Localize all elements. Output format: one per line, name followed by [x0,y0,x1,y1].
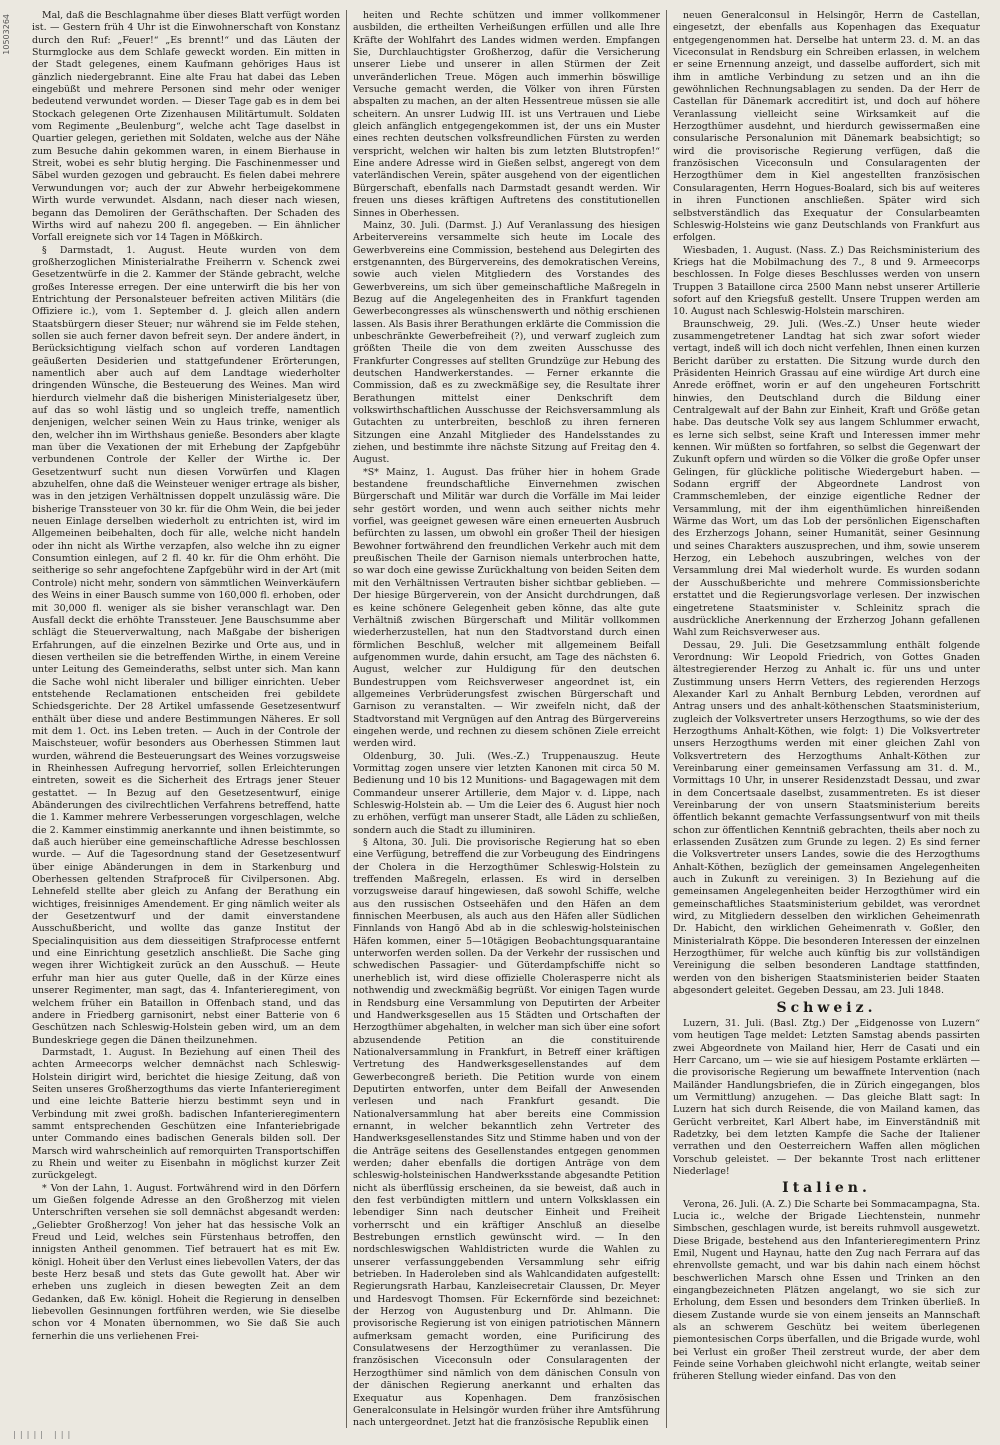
article-paragraph: neuen Generalconsul in Helsingör, Herrn de Castellan, eingesetzt, der ebenfalls aus Kopenhagen das Exequatur entgegengenommen hat. Derselbe hat unterm 23. d. M. an das Viceconsulat in Rendsburg ein Schreiben erlassen, in welchem er seine Ernennung anzeigt, und dasselbe auffordert, sich mit ihm in amtliche Verbindung zu setzen und an ihn die gewöhnlichen Rechnungsablagen zu senden. Da der Herr de Castellan für Dänemark accreditirt ist, und doch auf höhere Veranlassung vielleicht seine Wirksamkeit auf die Herzogthümer ausdehnt, und hierdurch gewissermaßen eine consularische Personalunion mit Dänemark beabsichtigt; so wird die provisorische Regierung verfügen, daß die französischen Viceconsuln und Consularagenten der Herzogthümer dem in Kiel angestellten französischen Consularagenten, Herrn Hogues-Boalard, sich bis auf weiteres in ihren Functionen anschließen. Später wird sich selbstverständlich das Exequatur der Consularbeamten Schleswig-Holsteins wie ganz Deutschlands von Frankfurt aus erfolgen. [673,10,980,244]
article-paragraph: Wiesbaden, 1. August. (Nass. Z.) Das Reichsministerium des Kriegs hat die Mobilmachung des 7., 8 und 9. Armeecorps beschlossen. In Folge dieses Beschlusses werden von unsern Truppen 3 Bataillone circa 2500 Mann nebst unserer Artillerie sofort auf den Kriegsfuß gestellt. Unsere Truppen werden am 10. August nach Schleswig-Holstein marschiren. [673,244,980,318]
article-paragraph: Mal, daß die Beschlagnahme über dieses Blatt verfügt worden ist. — Gestern früh 4 Uhr ist die Einwohnerschaft von Konstanz durch den Ruf: „Feuer!“ „Es brennt!“ und das Läuten der Sturmglocke aus dem Schlafe geweckt worden. Ein mitten in der Stadt gelegenes, einem Kaufmann gehöriges Haus ist gänzlich niedergebrannt. Eine alte Frau hat dabei das Leben eingebüßt und mehrere Personen sind mehr oder weniger bedeutend verwundet worden. — Dieser Tage gab es in dem bei Stockach gelegenen Orte Zizenhausen Militärtumult. Soldaten vom Regimente „Beulenburg“, welche acht Tage daselbst in Quartier gelegen, geriethen mit Soldaten, welche aus der Nähe zum Besuche dahin gekommen waren, in einem Bierhause in Streit, wobei es sehr blutig herging. Die Faschinenmesser und Säbel wurden gezogen und gebraucht. Es fielen dabei mehrere Verwundungen vor; auch der zur Abwehr herbeigekommene Wirth wurde verwundet. Alsdann, nach dieser nach wiesen, begann das Demoliren der Geräthschaften. Der Schaden des Wirths wird auf nahezu 200 fl. angegeben. — Ein ähnlicher Vorfall ereignete sich vor 14 Tagen in Mößkirch. [32,10,340,244]
article-paragraph: *S* Mainz, 1. August. Das früher hier in hohem Grade bestandene freundschaftliche Einvernehmen zwischen Bürgerschaft und Militär war durch die Vorfälle im Mai leider sehr gestört worden, und wenn auch seither nichts mehr vorfiel, was geeignet gewesen wäre einen erneuerten Ausbruch befürchten zu lassen, um obwohl ein großer Theil der hiesigen Bewohner fortwährend den freundlichen Verkehr auch mit dem preußischen Theile der Garnison niemals unterbrochen hatte, so war doch eine gewisse Zurückhaltung von beiden Seiten dem mit den Verhältnissen Vertrauten bisher sichtbar geblieben. — Der hiesige Bürgerverein, von der Ansicht durchdrungen, daß es keine schönere Gelegenheit geben könne, das alte gute Verhältniß zwischen Bürgerschaft und Militär vollkommen wiederherzustellen, hat nun den Stadtvorstand durch einen förmlichen Beschluß, welcher mit allgemeinem Beifall aufgenommen wurde, dahin ersucht, am Tage des nächsten 6. August, welcher zur Huldigung für den deutschen Bundestruppen vom Reichsverweser angeordnet ist, ein allgemeines Verbrüderungsfest zwischen Bürgerschaft und Garnison zu veranstalten. — Wir zweifeln nicht, daß der Stadtvorstand mit Vergnügen auf den Antrag des Bürgervereins eingehen werde, und rechnen zu diesem schönen Ziele erreicht werden wird. [353,466,660,750]
column-3-italien-articles [673,1199,980,1384]
article-paragraph: Braunschweig, 29. Juli. (Wes.-Z.) Unser heute wieder zusammengetretener Landtag hat sich zwar sofort wieder vertagt, indeß will ich doch nicht verfehlen, Ihnen einen kurzen Bericht darüber zu erstatten. Die Sitzung wurde durch den Präsidenten Heinrich Grassau auf eine würdige Art durch eine Anrede eröffnet, worin er auf den ungeheuren Fortschritt hinwies, den Deutschland durch die Bildung einer Centralgewalt auf der Bahn zur Einheit, Kraft und Größe getan habe. Das deutsche Volk sey aus langem Schlummer erwacht, es lerne sich selbst, seine Kraft und Interessen immer mehr kennen. Wir müßten so fortfahren, so selbst die Gegenwart der Zukunft opfern und würden so die Völker die große Opfer unser Gelingen, für glückliche politische Wiedergeburt haben. — Sodann ergriff der Abgeordnete Landrost von Crammschemleben, der einzige eigentliche Redner der Versammlung, mit der ihm eigenthümlichen hinreißenden Wärme das Wort, um das Lob der persönlichen Eigenschaften des Erzherzogs Johann, seiner Humanität, seiner Gesinnung und seines Charakters auszusprechen, und ihm, sowie unserem Herzog, ein Lebehoch auszubringen, welches von der Versammlung drei Mal wiederholt wurde. Es wurden sodann der Ausschußberichte und mehrere Commissionsberichte erstattet und die Regierungsvorlage verlesen. Der inzwischen eingetretene Staatsminister v. Schleinitz sprach die ausdrückliche Anerkennung der Erzherzog Johann gefallenen Wahl zum Reichsverweser aus. [673,318,980,639]
column-3 [666,10,986,1428]
article-paragraph: heiten und Rechte schützen und immer vollkommener ausbilden, die ertheilten Verheißungen erfüllen und alle Ihre Kräfte der Wohlfahrt des Landes widmen werden. Empfangen Sie, Durchlauchtigster Großherzog, dafür die Versicherung unserer Liebe und unserer in allen Stürmen der Zeit unveränderlichen Treue. Mögen auch immerhin böswillige Versuche gemacht werden, die Völker von ihren Fürsten abspalten zu machen, an der alten Hessentreue müssen sie alle scheitern. An unsrer Ludwig III. ist uns Vertrauen und Liebe gleich anfänglich entgegengekommen ist, der uns ein Muster eines rechten deutschen volksfreundlichen Fürsten zu werden verspricht, welchen wir halten bis zum letzten Blutstropfen!“ Eine andere Adresse wird in Gießen selbst, angeregt von dem vaterländischen Verein, später ausgehend von der eigentlichen Bürgerschaft, ebenfalls nach Darmstadt gesandt werden. Wir freuen uns dieses kräftigen Auftretens des constitutionellen Sinnes in Oberhessen. [353,10,660,219]
article-paragraph: § Darmstadt, 1. August. Heute wurden von dem großherzoglichen Ministerialrathe Freiherrn v. Schenck zwei Gesetzentwürfe in die 2. Kammer der Stände gebracht, welche großes Interesse erregen. Der eine unterwirft die bis her von Entrichtung der Personalsteuer befreiten activen Militärs (die Offiziere ic.), vom 1. September d. J. gleich allen andern Staatsbürgern dieser Steuer; nur während sie im Felde stehen, sollen sie auch ferner davon befreit seyn. Der andere ändert, in Berücksichtigung vielfach schon auf vorderen Landtagen geäußerten Desiderien und stattgefundener Erörterungen, namentlich aber auch auf dem Landtage wiederholter dringenden Wünsche, die Besteuerung des Weines. Man wird hierdurch vielmehr daß die bisherigen Ministerialgesetz über, auf das so wohl lästig und so ungleich treffe, namentlich denjenigen, welcher seinen Wein zu Haus trinke, weniger als den, welcher ihn im Wirthshaus genieße. Besonders aber klagte man über die Vexationen der mit Erhebung der Zapfgebühr verbundenen Controle der Keller der Wirthe ic. Der Gesetzentwurf sucht nun diesen Vorwürfen und Klagen abzuhelfen, ohne daß die Weinsteuer weniger ertrage als bisher, was in den jetzigen Verhältnissen doppelt unzulässig wäre. Die bisherige Transsteuer von 30 kr. für die Ohm Wein, die bei jeder neuen Einlage derselben wiederholt zu entrichten ist, wird im Allgemeinen beibehalten, doch für alle, welche nicht handeln oder ihn nicht als Wirthe verzapfen, also welche ihn zu eigner Consumtion einlegen, auf 2 fl. 40 kr. für die Ohm erhöht. Die seitherige so sehr angefochtene Zapfgebühr wird in der Art (mit Controle) nicht mehr, sondern von sämmtlichen Weinverkäufern des Weins in einer Bausch summe von 160,000 fl. erhoben, oder mit 30,000 fl. weniger als sie bisher veranschlagt war. Den Ausfall deckt die erhöhte Transsteuer. Jene Bauschsumme aber schlägt die Steuerverwaltung, nach Maßgabe der bisherigen Erfahrungen, auf die einzelnen Bezirke und Orte aus, und in diesen vertheilen sie die betreffenden Wirthe, in einem Vereine unter Leitung des Gemeinderaths, selbst unter sich. Man kann die Sache wohl nicht liberaler und billiger einrichten. Ueber entstehende Reclamationen entscheiden frei gebildete Schiedsgerichte. Der 28 Artikel umfassende Gesetzesentwurf enthält über diese und andere Bestimmungen Näheres. Er soll mit dem 1. Oct. ins Leben treten. — Auch in der Controle der Maischsteuer, wofür besonders aus Oberhessen Stimmen laut wurden, während die Besteuerungsart des Weines vorzugsweise in Rheinhessen Aufregung hervorrief, sollen Erleichterungen eintreten, soweit es die Sicherheit des Ertrags jener Steuer gestattet. — In Bezug auf den Gesetzesentwurf, einige Abänderungen des civilrechtlichen Verfahrens betreffend, hatte die 1. Kammer mehrere Verbesserungen vorgeschlagen, welche die 2. Kammer einstimmig anerkannte und ihnen beistimmte, so daß auch hierüber eine gemeinschaftliche Adresse beschlossen wurde. — Auf die Tagesordnung stand der Gesetzesentwurf über einige Abänderungen in dem in Starkenburg und Oberhessen geltenden Strafproceß für Civilpersonen. Abg. Lehnefeld stellte aber gleich zu Anfang der Berathung ein wichtiges, freisinniges Amendement. Er ging nämlich weiter als der Gesetzentwurf und der damit einverstandene Ausschußbericht, und wollte das ganze Institut der Specialinquisition aus dem diesseitigen Strafprocesse entfernt und eine Einrichtung gesetzlich anschließt. Die Sache ging wegen ihrer Wichtigkeit zurück an den Ausschuß. — Heute erfuhr man hier aus guter Quelle, daß in der Kürze eines unserer Regimenter, man sagt, das 4. Infanterieregiment, von welchem früher ein Bataillon in Offenbach stand, und das andere in Friedberg garnisonirt, nebst einer Batterie von 6 Geschützen nach Schleswig-Holstein geben wird, um an dem Bundeskriege gegen die Dänen theilzunehmen. [32,244,340,1046]
column-2 [346,10,666,1428]
article-paragraph: Oldenburg, 30. Juli. (Wes.-Z.) Truppenauszug. Heute Vormittag zogen unsere vier letzten Kanonen mit circa 50 M. Bedienung und 10 bis 12 Munitions- und Bagagewagen mit dem Commandeur unserer Artillerie, dem Major v. d. Lippe, nach Schleswig-Holstein ab. — Um die Leier des 6. August hier noch zu erhöhen, verfügt man unserer Stadt, alle Läden zu schließen, sondern auch die Stadt zu illuminiren. [353,750,660,836]
article-paragraph: Mainz, 30. Juli. (Darmst. J.) Auf Veranlassung des hiesigen Arbeitervereins versammelte sich heute im Locale des Gewerbvereins eine Commission, bestehend aus Delegirten des erstgenannten, des Bürgervereins, des demokratischen Vereins, sowie auch vielen Mitgliedern des Vorstandes des Gewerbvereins, um sich über gemeinschaftliche Maßregeln in Bezug auf die Angelegenheiten des in Frankfurt tagenden Gewerbecongresses als wünschenswerth und nöthig erschienen lassen. Als Basis ihrer Berathungen erklärte die Commission die unbeschränkte Gewerbefreiheit (?), und verwarf zugleich zum größten Theile die von dem zweiten Ausschusse des Frankfurter Congresses auf stellten Grundzüge zur Hebung des deutschen Handwerkerstandes. — Ferner erkannte die Commission, daß es zu zweckmäßige sey, die Resultate ihrer Berathungen mittelst einer Denkschrift dem volkswirthschaftlichen Ausschusse der Reichsversammlung als Gutachten zu unterbreiten, beschloß zu ihren ferneren Sitzungen eine Anzahl Mitglieder des Handelsstandes zu ziehen, und bestimmte ihre nächste Sitzung auf Freitag den 4. August. [353,219,660,466]
footer-mark: ||||| ||| [12,1430,74,1439]
column-3-articles [673,10,980,998]
article-paragraph: Dessau, 29. Juli. Die Gesetzsammlung enthält folgende Verordnung: Wir Leopold Friedrich, von Gottes Gnaden ältestregierender Herzog zu Anhalt ic. für uns und unter Zustimmung unsers Herrn Vetters, des regierenden Herzogs Alexander Karl zu Anhalt Bernburg Lebden, verordnen auf Antrag unsers und des anhalt-köthenschen Staatsministerium, zugleich der Volksvertreter unsers Herzogthums, so wie der des Herzogthums Anhalt-Köthen, wie folgt: 1) Die Volksvertreter unsers Herzogthums werden mit einer gleichen Zahl von Volksvertretern des Herzogthums Anhalt-Köthen zur Vereinbarung einer gemeinsamen Verfassung am 31. d. M., Vormittags 10 Uhr, in unserer Residenzstadt Dessau, und zwar in dem Concertsaale daselbst, zusammentreten. Es ist dieser Vereinbarung der von unsern Staatsministerium bereits öffentlich bekannt gemachte Verfassungsentwurf von mit theils schon zur öffentlichen Kenntniß gebrachten, theils aber noch zu erlassenden Zusätzen zum Grunde zu legen. 2) Es sind ferner die Volksvertreter unsers Landes, sowie die des Herzogthums Anhalt-Köthen, bezüglich der gemeinsamen Angelegenheiten auch in Zukunft zu vereinigen. 3) In Beziehung auf die gemeinsamen Angelegenheiten beider Herzogthümer wird ein gemeinschaftliches Staatsministerium gebildet, was verordnet wird, zu Mitgliedern desselben den wirklichen Geheimenrath Dr. Habicht, den wirklichen Geheimenrath v. Goßler, den Ministerialrath Köppe. Die besonderen Interessen der einzelnen Herzogthümer, für welche auch künftig bis zur vollständigen Vereinigung die selben besonderen Landtage stattfinden, werden von den bisherigen Staatsministerien beider Staaten abgesondert geleitet. Gegeben Dessau, am 23. Juli 1848. [673,639,980,997]
article-paragraph: Luzern, 31. Juli. (Basl. Ztg.) Der „Eidgenosse von Luzern“ vom heutigen Tage meldet: Letzten Samstag abends passirten zwei Abgeordnete von Mailand hier, Herr de Casati und ein Herr Carcano, um — wie sie auf hiesigem Postamte erklärten — die provisorische Regierung um bewaffnete Intervention (nach Mailänder Handlungsbriefen, die in Zürich eingegangen, blos um Vermittlung) anzugehen. — Das gleiche Blatt sagt: In Luzern hat sich durch Reisende, die von Mailand kamen, das Gerücht verbreitet, Karl Albert habe, im Einverständniß mit Radetzky, bei dem letzten Kampfe die Sache der Italiener verrathen und den Oesterreichern Waffen allen möglichen Vorschub geleistet. — Der bekannte Trost nach erlittener Niederlage! [673,1017,980,1177]
section-heading-schweiz: Schweiz. [776,999,877,1016]
article-paragraph: * Von der Lahn, 1. August. Fortwährend wird in den Dörfern um Gießen folgende Adresse an den Großherzog mit vielen Unterschriften versehen sie soll demnächst abgesandt werden: „Geliebter Großherzog! Von jeher hat das hessische Volk an Freud und Leid, welches sein Fürstenhaus betroffen, den innigsten Antheil genommen. Tief betrauert hat es mit Ew. königl. Hoheit über den Verlust eines liebevollen Vaters, der das beste Herz besaß und stets das Gute gewollt hat. Aber wir erheben uns zugleich in diesen bewegten Zeit an dem Gedanken, daß Ew. königl. Hoheit die Regierung in denselben liebevollen Gesinnungen fortführen werden, wie Sie dieselbe schon vor 4 Monaten übernommen, wo Sie daß Sie auch fernerhin die uns verliehenen Frei- [32,1182,340,1342]
archive-code: 10503264 [2,14,11,55]
article-paragraph: Darmstadt, 1. August. In Beziehung auf einen Theil des achten Armeecorps welcher demnächst nach Schleswig-Holstein dirigirt wird, berichtet die hiesige Zeitung, daß von Seiten unseres Großherzogthums das vierte Infanterieregiment und eine leichte Batterie hierzu bestimmt seyn und in Verbindung mit zwei großh. badischen Infanterieregimentern sammt entsprechenden Geschützen eine Infanteriebrigade unter Commando eines badischen Generals bilden soll. Der Marsch wird wahrscheinlich auf remorquirten Transportschiffen zu Rhein und weiter zu Eisenbahn in möglichst kurzer Zeit zurückgelegt. [32,1046,340,1182]
text-columns [26,10,988,1428]
section-heading-italien: Italien. [782,1180,871,1197]
column-3-schweiz-articles [673,1018,980,1178]
article-paragraph: Verona, 26. Juli. (A. Z.) Die Scharte bei Sommacampagna, Sta. Lucia ic., welche der Brigade Liechtenstein, nunmehr Simbschen, geschlagen wurde, ist bereits ruhmvoll ausgewetzt. Diese Brigade, bestehend aus den Infanterieregimentern Prinz Emil, Nugent und Haynau, hatte den Zug nach Ferrara auf das ehrenvollste gemacht, und war bis dahin nach einem höchst beschwerlichen Marsch ohne Essen und Trinken an den eingangbezeichneten Plätzen angelangt, wo sie sich zur Erholung, dem Essen und besonders dem Trinken überließ. In diesem Zustande wurde sie von einem jenseits an Mannschaft als an schwerem Geschütz bei weitem überlegenen piemontesischen Corps überfallen, und die Brigade wurde, wohl bei Verlust ein großer Theil zerstreut wurde, der aber dem Feinde seine Vorhaben gleichwohl nicht erlangte, weitab seiner früheren Stellung wieder einfand. Das von den [673,1198,980,1383]
article-paragraph: § Altona, 30. Juli. Die provisorische Regierung hat so eben eine Verfügung, betreffend die zur Vorbeugung des Eindringens der Cholera in die Herzogthümer Schleswig-Holstein zu treffenden Maßregeln, erlassen. Es wird in derselben vorzugsweise darauf hingewiesen, daß sowohl Schiffe, welche aus den russischen Ostseehäfen und den Häfen an dem finnischen Meerbusen, als auch aus den Häfen aller Südlichen Finnlands von Hangö Abd ab in die schleswig-holsteinischen Häfen kommen, einer 5—10tägigen Beobachtungsquarantaine unterworfen werden sollen. Da der Verkehr der russischen und schwedischen Passagier- und Güterdampfschiffe nicht so unerheblich ist, wird diese offizielle Cholerasperre nicht als nothwendig und zweckmäßig begrüßt. Vor einigen Tagen wurde in Rendsburg eine Versammlung von Deputirten der Arbeiter und Handwerksgesellen aus 15 Städten und Ortschaften der Herzogthümer abgehalten, in welcher man sich über eine sofort abzusendende Petition an die constituirende Nationalversammlung in Frankfurt, in Betreff einer kräftigen Vertretung des Handwerksgesellenstandes auf dem Gewerbecongreß berieth. Die Petition wurde von einem Deputirten entworfen, unter dem Beifall der Anwesenden verlesen und nach Frankfurt gesandt. Die Nationalversammlung hat aber bereits eine Commission ernannt, in welcher bekanntlich zehn Vertreter des Handwerksgesellenstandes Sitz und Stimme haben und von der die Anträge seitens des Gesellenstandes entgegen genommen werden; daher ebenfalls die dortigen Anträge von dem schleswig-holsteinischen Handwerksstande abgesandte Petition nicht als überflüssig erscheinen, da sie beweist, daß auch in den fest verbündigten mittlern und untern Volksklassen ein lebendiger Sinn nach deutscher Einheit und Freiheit vorherrscht und ein kräftiger Anschluß an dieselbe Bestrebungen ernstlich gewünscht wird. — In den nordschleswigschen Wahldistricten wurde die Wahlen zu unserer verfassunggebenden Versammlung sehr eifrig betrieben. In Haderoleben sind als Wahlcandidaten aufgestellt: Regierungsrath Harbau, Kanzleisecretair Claussen, Dr. Meyer und Hardesvogt Thomsen. Für Eckernförde sind bezeichnet: der Herzog von Augustenburg und Dr. Ahlmann. Die provisorische Regierung ist von einigen patriotischen Männern aufmerksam gemacht worden, eine Purificirung des Consulatwesens der Herzogthümer zu veranlassen. Die französischen Viceconsuln oder Consularagenten der Herzogthümer sind nämlich von dem dänischen Consuln von der dänischen Regierung anerkannt und erhalten das Exequatur aus Kopenhagen. Dem französischen Generalconsulate in Helsingör wurden früher ihre Amtsführung nach untergeordnet. Jetzt hat die französische Republik einen [353,837,660,1428]
column-1 [26,10,346,1428]
